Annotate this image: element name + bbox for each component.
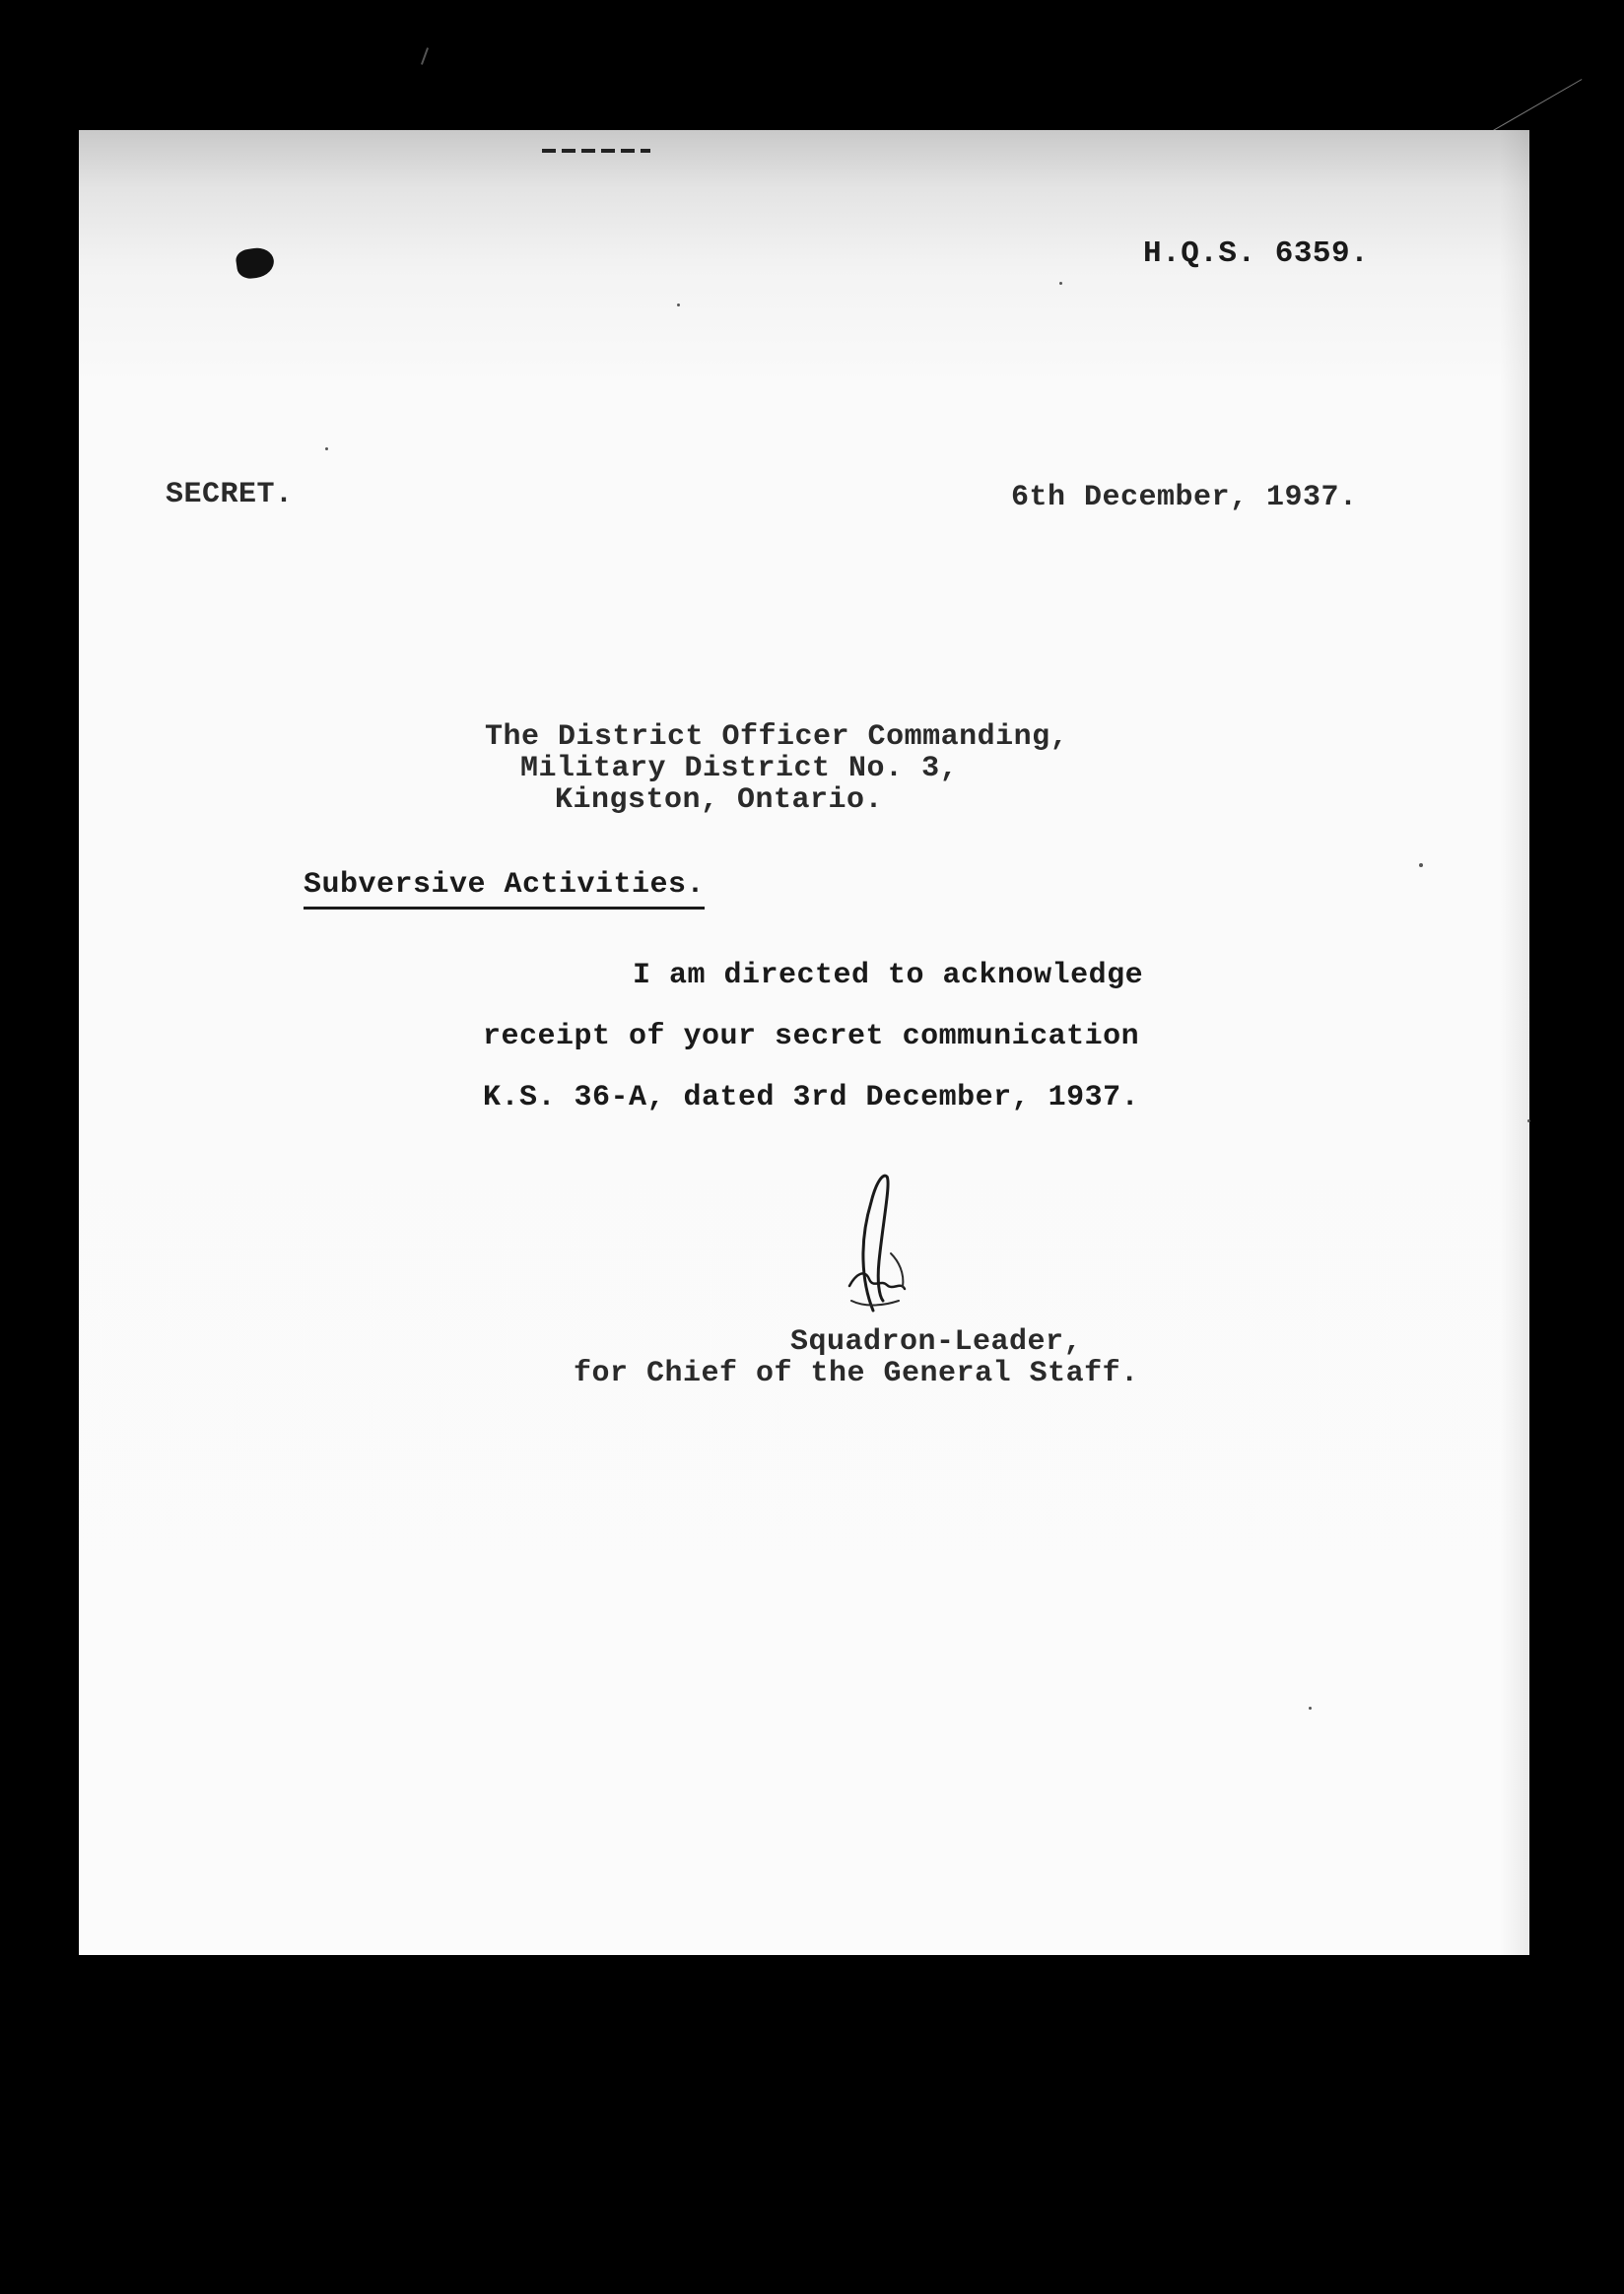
body-line-3: K.S. 36-A, dated 3rd December, 1937.	[483, 1081, 1140, 1114]
reference-number: H.Q.S. 6359.	[1143, 236, 1370, 271]
signer-on-behalf: for Chief of the General Staff.	[574, 1357, 1139, 1390]
ink-blot	[235, 246, 276, 281]
addressee-line-1: The District Officer Commanding,	[485, 720, 1069, 754]
signer-title: Squadron-Leader,	[790, 1325, 1083, 1359]
subject-heading: Subversive Activities.	[304, 868, 706, 902]
scan-mark	[421, 47, 429, 65]
addressee-line-3: Kingston, Ontario.	[555, 783, 884, 817]
subject-underline	[304, 907, 705, 910]
addressee-line-2: Military District No. 3,	[520, 752, 959, 785]
top-dash-mark	[542, 149, 650, 153]
letter-date: 6th December, 1937.	[1011, 481, 1358, 514]
letter-page	[79, 130, 1529, 1955]
body-line-1: I am directed to acknowledge	[633, 959, 1144, 992]
classification-label: SECRET.	[166, 478, 294, 511]
body-line-2: receipt of your secret communication	[483, 1020, 1140, 1053]
handwritten-signature	[822, 1163, 940, 1320]
